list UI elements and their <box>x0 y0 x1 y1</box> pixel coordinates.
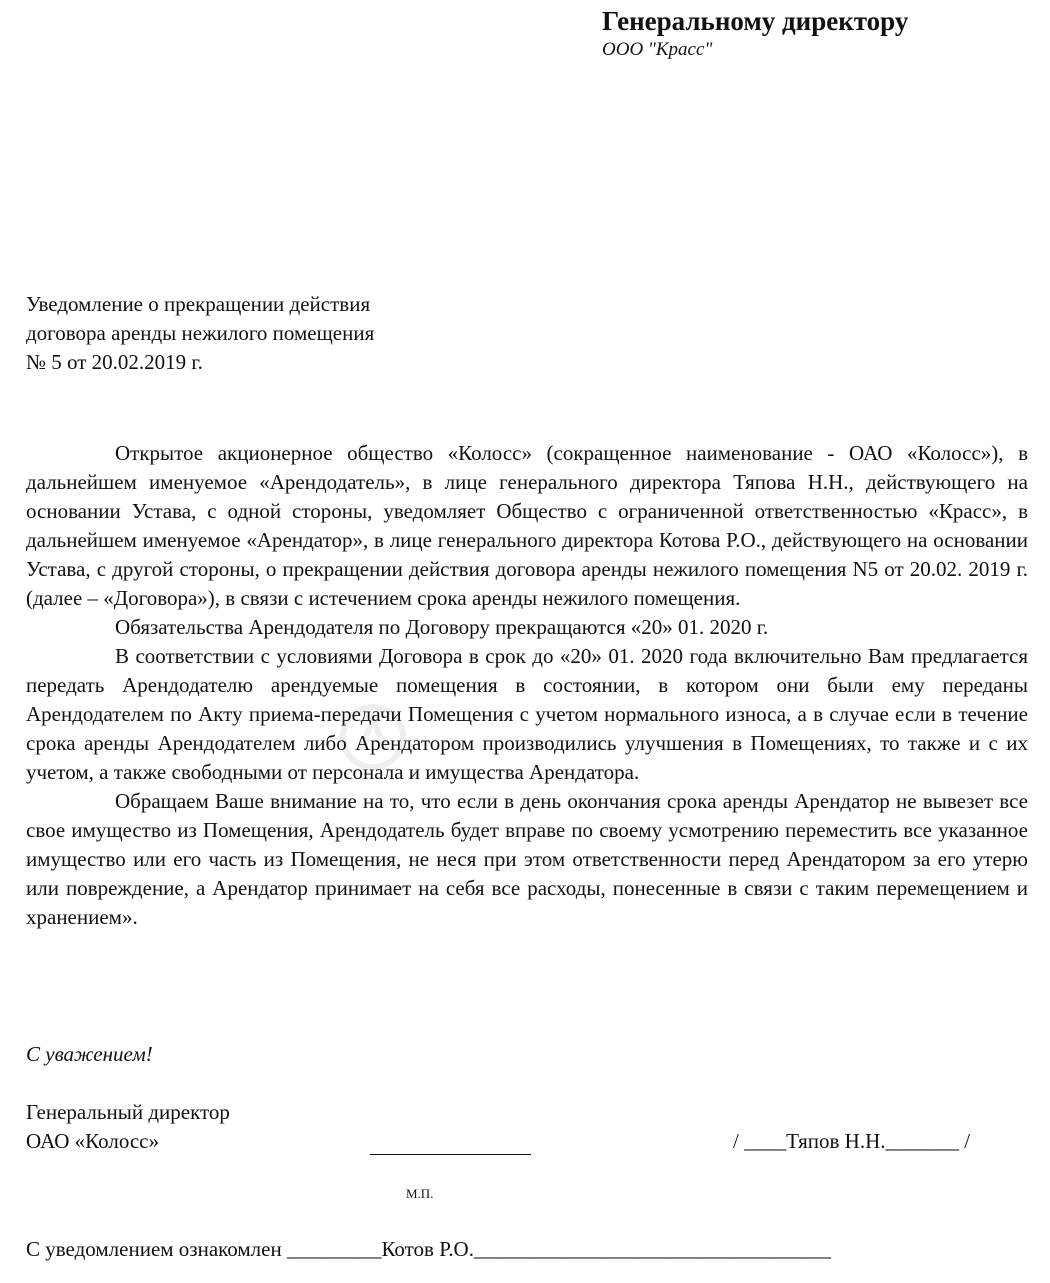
notice-body <box>26 439 1028 932</box>
signature-line <box>370 1130 531 1155</box>
body-paragraph: В соответствии с условиями Договора в срок до «20» 01. 2020 года включительно Вам предлагается передать Арендодателю арендуемые помещения в состоянии, в котором они были ему переданы Арендодателем по Акту приема-передачи Помещения с учетом нормального износа, а в случае если в течение срока аренды Арендодателем либо Арендатором производились улучшения в Помещениях, то также и с их учетом, а также свободными от персонала и имущества Арендатора. <box>26 644 1028 784</box>
subject-line: договора аренды нежилого помещения <box>26 321 375 345</box>
closing-greeting: С уважением! <box>26 1042 153 1066</box>
acknowledgement-line: С уведомлением ознакомлен _________Котов Р.О.__________________________________ <box>26 1237 831 1261</box>
notice-subject <box>26 290 374 377</box>
subject-line: Уведомление о прекращении действия <box>26 292 371 316</box>
subject-line: № 5 от 20.02.2019 г. <box>26 350 203 374</box>
body-paragraph: Обращаем Ваше внимание на то, что если в день окончания срока аренды Арендатор не вывезет все свое имущество из Помещения, Арендодатель будет вправе по своему усмотрению переместить все указанное имущество или его часть из Помещения, не неся при этом ответственности перед Арендатором за его утерю или повреждение, а Арендатор принимает на себя все расходы, понесенные в связи с таким перемещением и хранением». <box>26 789 1028 929</box>
signer-company: ОАО «Колосс» <box>26 1129 159 1153</box>
watermark-icon <box>338 702 408 772</box>
addressee-title: Генеральному директору <box>602 6 909 36</box>
stamp-placeholder: М.П. <box>406 1186 434 1201</box>
body-paragraph: Открытое акционерное общество «Колосс» (сокращенное наименование - ОАО «Колосс»), в дальнейшем именуемое «Арендодатель», в лице генерального директора Тяпова Н.Н., действующего на основании Устава, с одной стороны, уведомляет Общество с ограниченной ответственностью «Красс», в дальнейшем именуемое «Арендатор», в лице генерального директора Котова Р.О., действующего на основании Устава, с другой стороны, о прекращении действия договора аренды нежилого помещения N5 от 20.02. 2019 г. (далее – «Договора»), в связи с истечением срока аренды нежилого помещения. <box>26 441 1028 610</box>
signer-title: Генеральный директор <box>26 1100 230 1124</box>
addressee-company: ООО "Красс" <box>602 39 713 60</box>
signer-name: / ____Тяпов Н.Н._______ / <box>733 1129 971 1153</box>
body-paragraph: Обязательства Арендодателя по Договору прекращаются «20» 01. 2020 г. <box>115 615 769 639</box>
